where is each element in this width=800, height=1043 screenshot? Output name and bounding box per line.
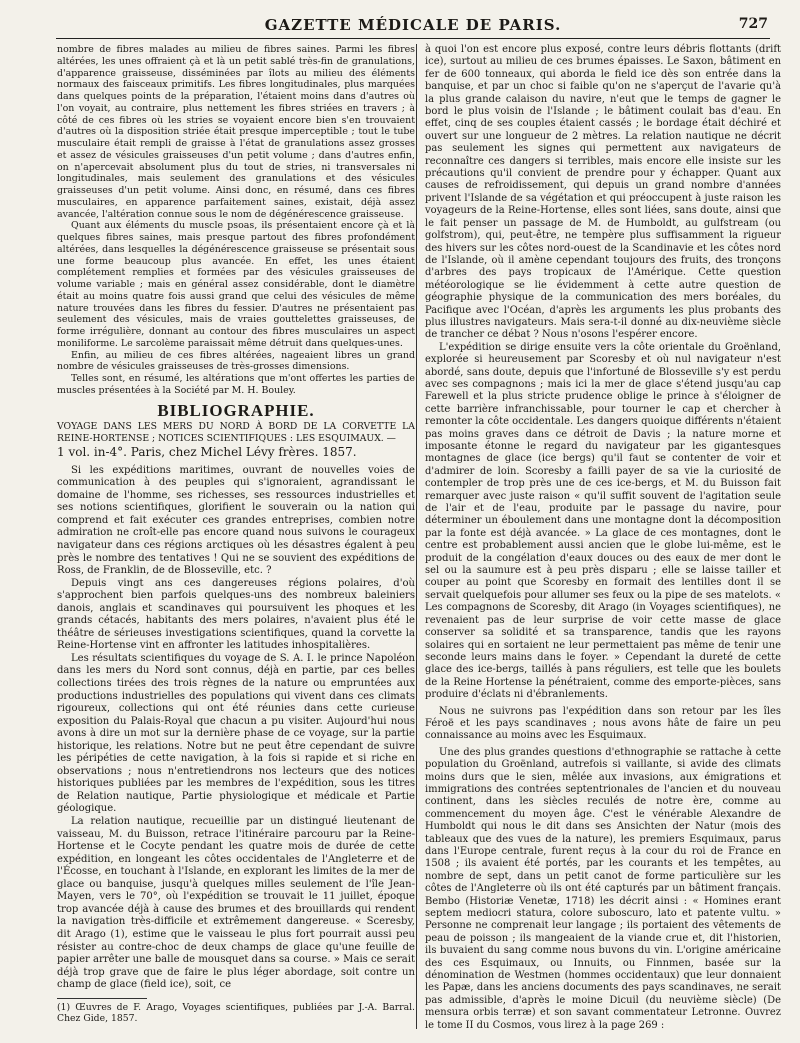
right-column — [425, 44, 781, 1032]
footnote: (1) Œuvres de F. Arago, Voyages scientifiques, publiées par J.-A. Barral. Chez Gide, 1857. — [57, 1001, 415, 1025]
column-divider — [416, 44, 417, 1029]
section-title: BIBLIOGRAPHIE. — [157, 400, 315, 420]
paragraph: nombre de fibres malades au milieu de fibres saines. Parmi les fibres altérées, les unes offraient çà et là un petit sablé très-fin de granulations, d'apparence graisseuse, disséminées par îlots au milieu des éléments normaux des faisceaux primitifs. Les fibres longitudinales, plus marquées dans quelques points de la préparation, l'étaient moins dans d'autres où l'on voyait, au contraire, plus nettement les fibres striées en travers ; à côté de ces fibres où les stries se voyaient encore bien s'en trouvaient d'autres où la disposition striée était presque imperceptible ; tout le tube musculaire était rempli de graisse à l'état de granulations assez grosses et assez de vésicules graisseuses d'un petit volume ; dans d'autres enfin, on n'apercevait absolument plus du tout de stries, ni transversales ni longitudinales, mais seulement des granulations et des vésicules graisseuses d'un petit volume. Ainsi donc, en résumé, dans ces fibres musculaires, en apparence parfaitement saines, existait, déjà assez avancée, l'altération connue sous le nom de dégénérescence graisseuse. — [57, 44, 415, 220]
paragraph: Depuis vingt ans ces dangereuses régions polaires, d'où s'approchent bien parfois quelques-uns des nombreux baleiniers danois, anglais et scandinaves qui poursuivent les phoques et les grands cétacés, habitants des mers polaires, n'avaient plus été le théâtre de sérieuses investigations scientifiques, quand la corvette la Reine-Hortense vint en affronter les latitudes inhospitalières. — [57, 577, 415, 652]
book-title: VOYAGE DANS LES MERS DU NORD À BORD DE LA CORVETTE LA REINE-HORTENSE ; NOTICES SCIENTIFIQUES : LES ESQUIMAUX. — — [57, 421, 415, 444]
paragraph: à quoi l'on est encore plus exposé, contre leurs débris flottants (drift ice), surtout au milieu de ces brumes épaisses. Le Saxon, bâtiment en fer de 600 tonneaux, qui aborda le field ice dès son entrée dans la banquise, et par un choc si faible qu'on ne s'aperçut de l'avarie qu'à la plus grande calaison du navire, n'eut que le temps de gagner le bord le plus voisin de l'Islande ; le bâtiment coulait bas d'eau. En effet, cinq de ses couples étaient cassés ; le bordage était déchiré et ouvert sur une longueur de 2 mètres. La relation nautique ne décrit pas seulement les signes qui permettent aux navigateurs de reconnaître ces dangers si terribles, mais encore elle insiste sur les précautions qu'il convient de prendre pour y échapper. Quant aux causes de refroidissement, qui depuis un grand nombre d'années privent l'Islande de sa végétation et qui préoccupent à juste raison les voyageurs de la Reine-Hortense, elles sont liées, sans doute, ainsi que le fait penser un passage de M. de Humboldt, au gulfstream (ou golfstrom), qui, peut-être, ne tempère plus suffisamment la rigueur des hivers sur les côtes nord-ouest de la Scandinavie et les côtes nord de l'Islande, où il amène cependant toujours des fruits, des tronçons d'arbres des pays tropicaux de l'Amérique. Cette question météorologique se lie évidemment à cette autre question de géographie physique de la communication des mers boréales, du Pacifique avec l'Océan, d'après les arguments les plus probants des plus illustres navigateurs. Mais sera-t-il donné au dix-neuvième siècle de trancher ce débat ? Nous n'osons l'espérer encore. — [425, 44, 781, 341]
paragraph: L'expédition se dirige ensuite vers la côte orientale du Groënland, explorée si heureusement par Scoresby et où nul navigateur n'est abordé, sans doute, depuis que l'infortuné de Blosseville s'y est perdu avec ses compagnons ; mais ici la mer de glace s'étend jusqu'au cap Farewell et la plus stricte prudence oblige le prince à s'éloigner de cette barrière infranchissable, pour tourner le cap et chercher à remonter la côte occidentale. Les dangers quoique différents n'étaient pas moins graves dans ce détroit de Davis ; la nature morne et imposante étonne le regard du navigateur par les gigantesques montagnes de glace (ice bergs) qu'il faut se contenter de voir et d'admirer de loin. Scoresby a failli payer de sa vie la curiosité de contempler de trop près une de ces ice-bergs, et M. du Buisson fait remarquer avec juste raison « qu'il suffit souvent de l'agitation seule de l'air et de l'eau, produite par le passage du navire, pour déterminer un éboulement dans une montagne dont la décomposition par la fonte est déjà avancée. » La glace de ces montagnes, dont le centre est probablement aussi ancien que le globe lui-même, est le produit de la congélation d'eaux douces ou des eaux de mer dont le sel ou la saumure est à peu près disparu ; elle se laisse tailler et couper au point que Scoresby en formait des lentilles dont il se servait quelquefois pour allumer ses feux ou la pipe de ses matelots. « Les compagnons de Scoresby, dit Arago (in Voyages scientifiques), ne revenaient pas de leur surprise de voir cette masse de glace conserver sa solidité et sa transparence, tandis que les rayons solaires qui en sortaient ne leur permettaient pas même de tenir une seconde leurs mains dans le foyer. » Cependant la dureté de cette glace des ice-bergs, taillés à pans réguliers, est telle que les boulets de la Reine Hortense la pénétraient, comme des emporte-pièces, sans produire d'éclats ni d'ébranlements. — [425, 341, 781, 701]
paragraph: Une des plus grandes questions d'ethnographie se rattache à cette population du Groënland, autrefois si vaillante, si avide des climats moins durs que le sien, mêlée aux invasions, aux émigrations et immigrations des contrées septentrionales de l'ancien et du nouveau continent, dans les siècles reculés de notre ère, comme au commencement du moyen âge. C'est le vénérable Alexandre de Humboldt qui nous le dit dans ses Ansichten der Natur (mois des tableaux que des vues de la nature), les premiers Esquimaux, parus dans l'Europe centrale, furent reçus à la cour du roi de France en 1508 ; ils avaient été portés, par les courants et les tempêtes, au nombre de sept, dans un petit canot de forme particulière sur les côtes de l'Angleterre où ils ont été capturés par un bâtiment français. Bembo (Historiæ Venetæ, 1718) les décrit ainsi : « Homines erant septem mediocri statura, colore suboscuro, lato et patente vultu. » Personne ne comprenait leur langage ; ils portaient des vêtements de peau de poisson ; ils mangeaient de la viande crue et, dit l'historien, ils buvaient du sang comme nous buvons du vin. L'origine américaine des ces Esquimaux, ou Innuits, ou Finnmen, basée sur la dénomination de Westmen (hommes occidentaux) que leur donnaient les Papæ, dans les anciens documents des pays scandinaves, ne serait pas admissible, d'après le moine Dicuil (du neuvième siècle) (De mensura orbis terræ) et son savant commentateur Letronne. Ouvrez le tome II du Cosmos, vous lirez à la page 269 : — [425, 746, 781, 1031]
page-number: 727 — [738, 16, 768, 32]
paragraph: La relation nautique, recueillie par un distingué lieutenant de vaisseau, M. du Buisson, retrace l'itinéraire parcouru par la Reine-Hortense et le Cocyte pendant les quatre mois de durée de cette expédition, en longeant les côtes occidentales de l'Angleterre et de l'Écosse, en touchant à l'Islande, en explorant les limites de la mer de glace ou banquise, jusqu'à quelques milles seulement de l'île Jean-Mayen, vers le 70°, où l'expédition se trouvait le 11 juillet, époque trop avancée déjà à cause des brumes et des brouillards qui rendent la navigation très-difficile et extrêmement dangereuse. « Sceresby, dit Arago (1), estime que le vaisseau le plus fort pourrait aussi peu résister au contre-choc de deux champs de glace qu'une feuille de papier arrêter une balle de mousquet dans sa course. » Mais ce serait déjà trop grave que de faire le plus léger abordage, soit contre un champ de glace (field ice), soit, ce — [57, 816, 415, 991]
paragraph: Quant aux éléments du muscle psoas, ils présentaient encore çà et là quelques fibres saines, mais presque partout des fibres profondément altérées, dans lesquelles la dégénérescence graisseuse se présentait sous une forme beaucoup plus avancée. En effet, les unes étaient complétement remplies et formées par des vésicules graisseuses de volume variable ; mais en général assez considérable, dont le diamètre était au moins quatre fois aussi grand que celui des vésicules de même nature trouvées dans les fibres du fessier. D'autres ne présentaient pas seulement des vésicules, mais de vraies gouttelettes graisseuses, de forme irrégulière, donnant au contour des fibres musculaires un aspect moniliforme. Le sarcolème paraissait même détruit dans quelques-unes. — [57, 220, 415, 349]
footnote-rule — [57, 998, 147, 999]
journal-title: GAZETTE MÉDICALE DE PARIS. — [264, 16, 562, 34]
paragraph: Si les expéditions maritimes, ouvrant de nouvelles voies de communication à des peuples qui s'ignoraient, agrandissant le domaine de l'homme, ses richesses, ses ressources industrielles et ses notions scientifiques, glorifient le souverain ou la nation qui comprend et fait exécuter ces grandes entreprises, combien notre admiration ne croît-elle pas encore quand nous suivons le courageux navigateur dans ces régions arctiques où les désastres égalent à peu près le nombre des tentatives ! Qui ne se souvient des expéditions de Ross, de Franklin, de de Blosseville, etc. ? — [57, 464, 415, 577]
publication-info: 1 vol. in-4°. Paris, chez Michel Lévy frères. 1857. — [57, 445, 357, 460]
paragraph: Les résultats scientifiques du voyage de S. A. I. le prince Napoléon dans les mers du Nord sont connus, déjà en partie, par ces belles collections tirées des trois règnes de la nature ou empruntées aux productions industrielles des populations qui vivent dans ces climats rigoureux, collections qui ont été réunies dans cette curieuse exposition du Palais-Royal que chacun a pu visiter. Aujourd'hui nous avons à dire un mot sur la dernière phase de ce voyage, sur la partie historique, les relations. Notre but ne peut être cependant de suivre les péripéties de cette navigation, à la fois si rapide et si riche en observations ; nous n'entretiendrons nos lecteurs que des notices historiques publiées par les membres de l'expédition, sous les titres de Relation nautique, Partie physiologique et médicale et Partie géologique. — [57, 652, 415, 815]
paragraph: Enfin, au milieu de ces fibres altérées, nageaient libres un grand nombre de vésicules graisseuses de très-grosses dimensions. — [57, 349, 415, 373]
page-header — [56, 14, 770, 39]
paragraph: Nous ne suivrons pas l'expédition dans son retour par les îles Féroë et les pays scandinaves ; nous avons hâte de faire un peu connaissance au moins avec les Esquimaux. — [425, 705, 781, 742]
paragraph: Telles sont, en résumé, les altérations que m'ont offertes les parties de muscles présentées à la Société par M. H. Bouley. — [57, 373, 415, 396]
left-column — [57, 44, 415, 1025]
